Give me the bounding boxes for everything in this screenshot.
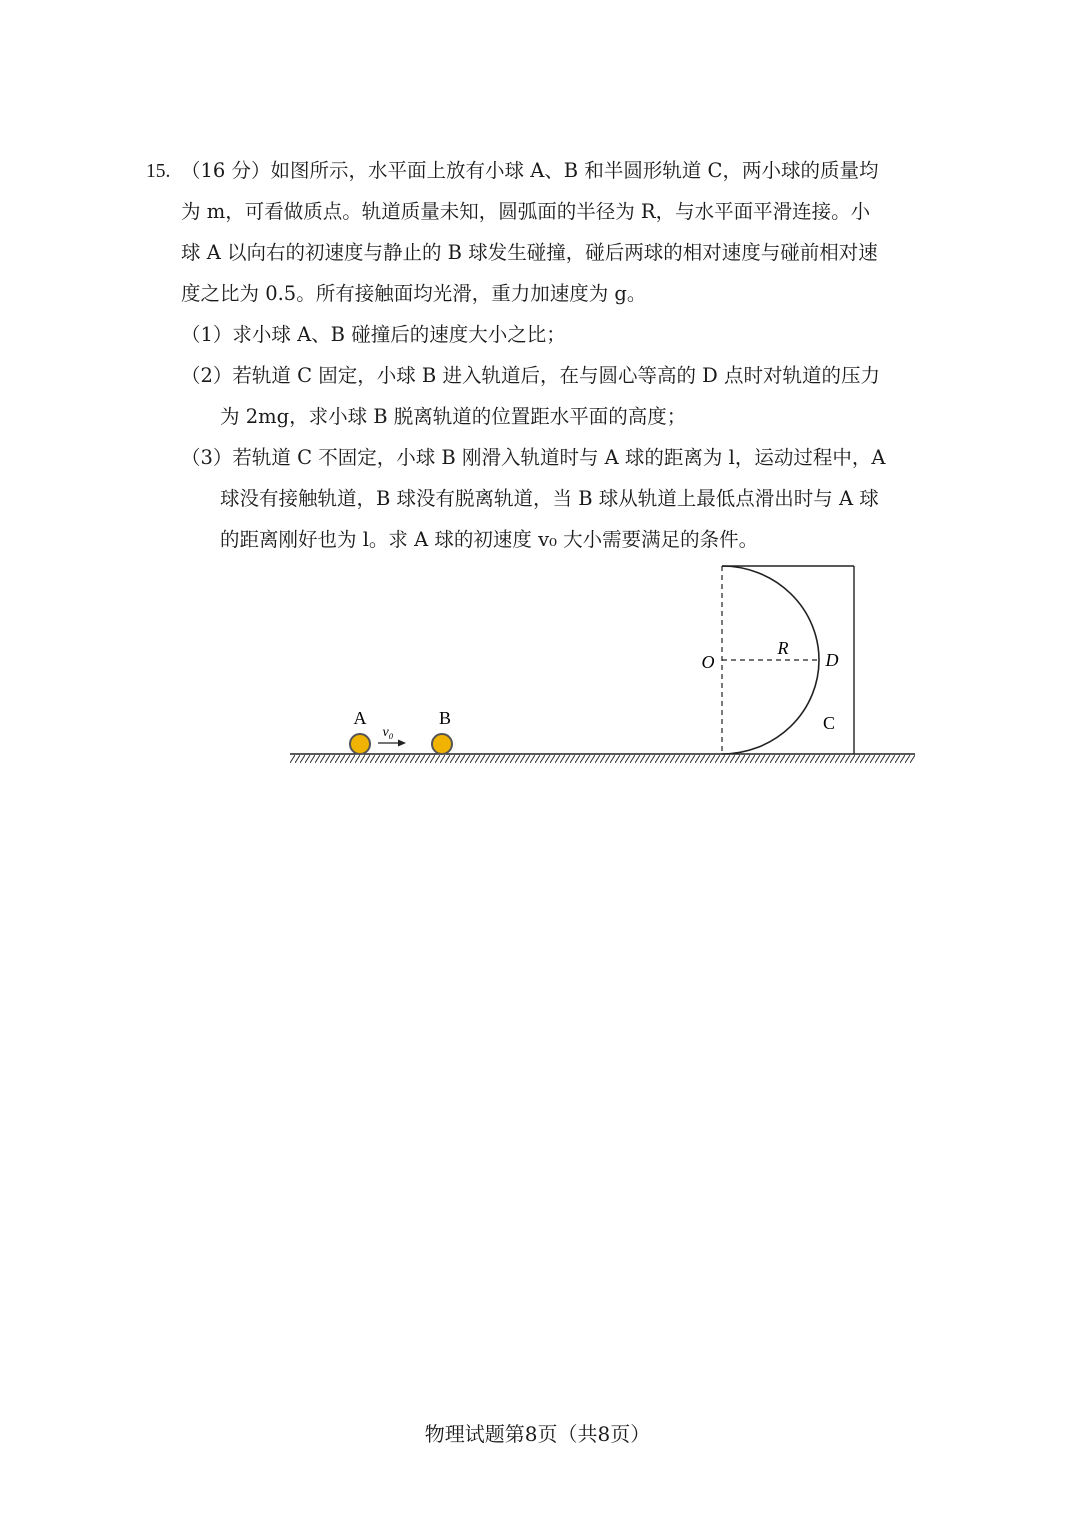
problem-number: 15. (146, 161, 171, 182)
velocity-arrow-icon (378, 740, 406, 747)
problem-text-line-3: 球 A 以向右的初速度与静止的 B 球发生碰撞，碰后两球的相对速度与碰前相对速 (181, 241, 878, 264)
label-a: A (353, 708, 367, 728)
question-part-1: （1）求小球 A、B 碰撞后的速度大小之比； (181, 323, 566, 346)
problem-text-line-4: 度之比为 0.5。所有接触面均光滑，重力加速度为 g。 (181, 282, 647, 305)
physics-diagram (280, 555, 920, 775)
label-v0: v₀ (382, 725, 394, 740)
page-footer: 物理试题第8页（共8页） (424, 1422, 651, 1446)
question-part-2-line-2: 为 2mg，求小球 B 脱离轨道的位置距水平面的高度； (220, 405, 687, 428)
label-b: B (438, 708, 452, 728)
question-part-2-line-1: （2）若轨道 C 固定，小球 B 进入轨道后，在与圆心等高的 D 点时对轨道的压力 (181, 364, 880, 387)
question-part-3-line-2: 球没有接触轨道，B 球没有脱离轨道，当 B 球从轨道上最低点滑出时与 A 球 (220, 487, 879, 510)
label-d: D (825, 650, 839, 670)
label-r: R (777, 638, 789, 658)
label-c: C (822, 713, 836, 733)
question-part-3-line-3: 的距离刚好也为 l。求 A 球的初速度 v₀ 大小需要满足的条件。 (220, 528, 759, 551)
question-part-3-line-1: （3）若轨道 C 不固定，小球 B 刚滑入轨道时与 A 球的距离为 l，运动过程中，A (181, 446, 886, 469)
ground (290, 754, 915, 763)
problem-line-1 (146, 150, 966, 191)
problem-text-line-2: 为 m，可看做质点。轨道质量未知，圆弧面的半径为 R，与水平面平滑连接。小 (181, 200, 871, 223)
problem-text-line-1: （16 分）如图所示，水平面上放有小球 A、B 和半圆形轨道 C，两小球的质量均 (181, 159, 879, 182)
label-o: O (701, 652, 715, 672)
ball-a (350, 734, 370, 754)
problem-15 (146, 150, 966, 560)
ball-b (432, 734, 452, 754)
